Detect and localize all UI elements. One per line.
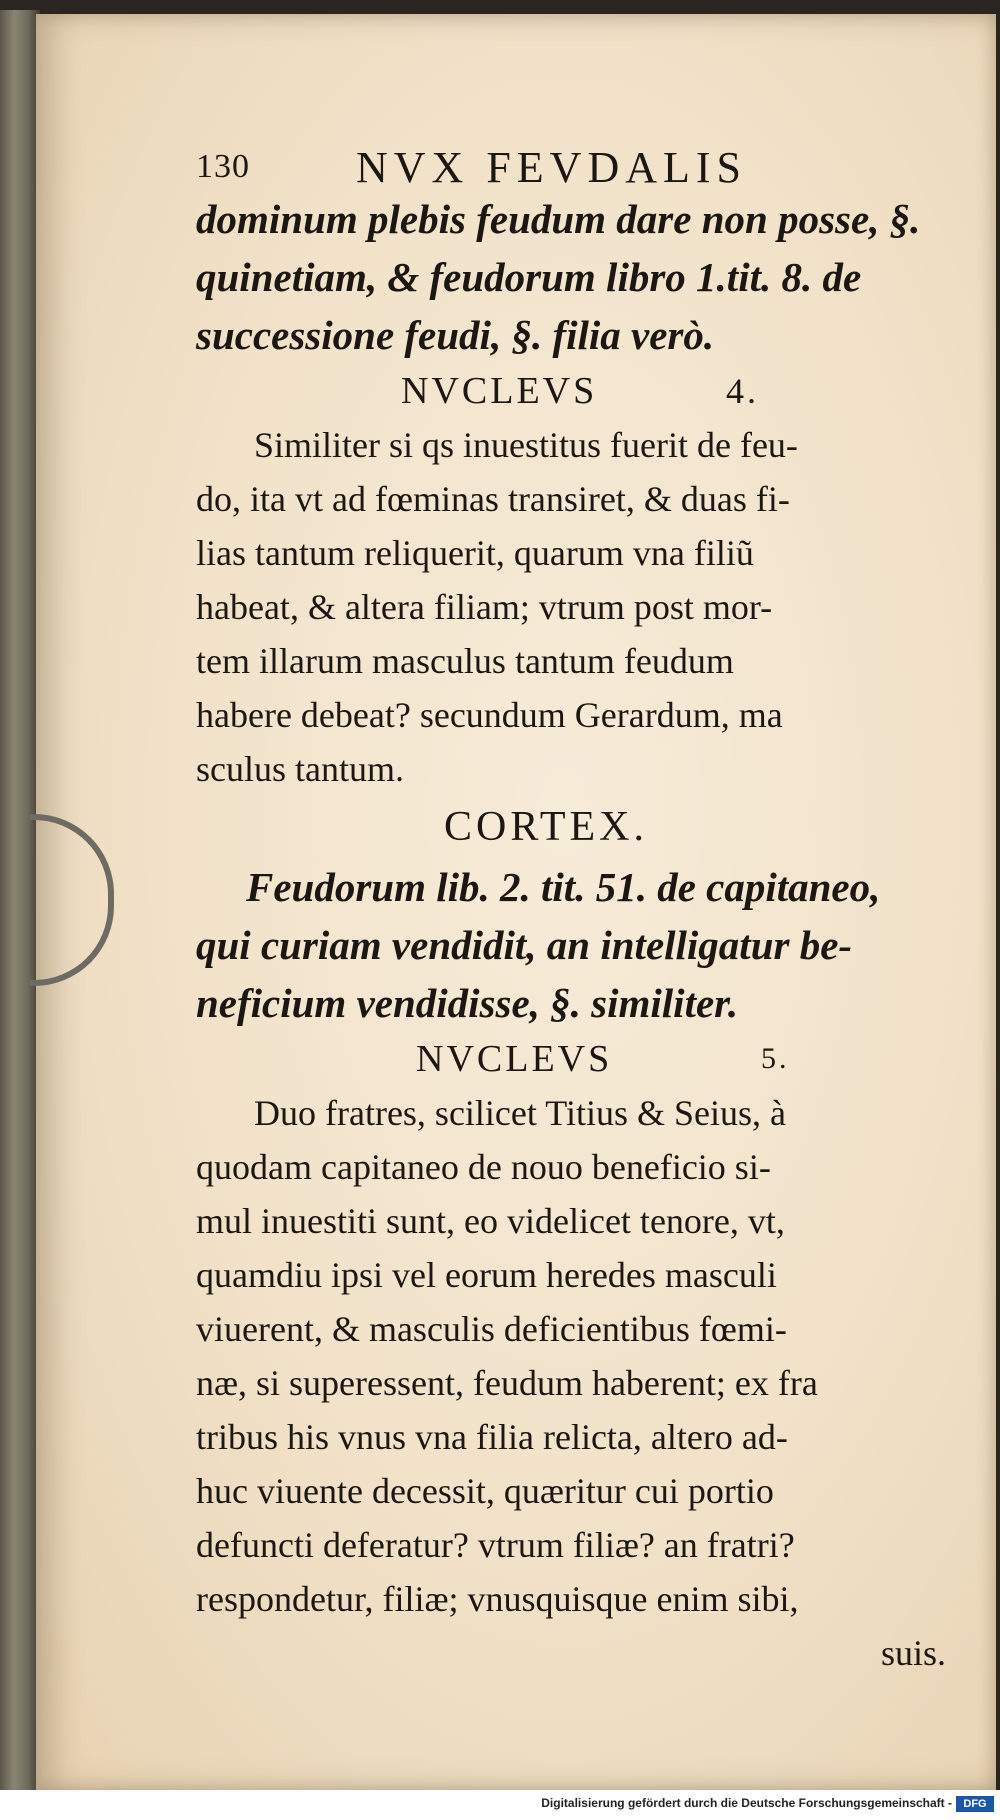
digitization-footer (0, 1790, 1000, 1820)
text-line: Duo fratres, scilicet Titius & Seius, à (254, 1093, 786, 1133)
text-line: respondetur, filiæ; vnusquisque enim sibi, (196, 1579, 799, 1619)
text-line: defuncti deferatur? vtrum filiæ? an fratri? (196, 1525, 795, 1565)
text-line: mul inuestiti sunt, eo videlicet tenore, vt, (196, 1201, 785, 1241)
text-line: habeat, & altera filiam; vtrum post mor- (196, 587, 773, 627)
nucleus-heading-5 (196, 1032, 986, 1086)
catchword: suis. (880, 1633, 946, 1673)
text-line: do, ita vt ad fœminas transiret, & duas fi- (196, 479, 790, 519)
text-line: tribus his vnus vna filia relicta, altero ad- (196, 1417, 788, 1457)
dfg-logo: DFG (956, 1796, 994, 1812)
text-line: lias tantum reliquerit, quarum vna filiũ (196, 533, 754, 573)
heading-number: 4. (726, 371, 759, 411)
text-line: Feudorum lib. 2. tit. 51. de capitaneo, (246, 864, 881, 910)
text-line: viuerent, & masculis deficientibus fœmi- (196, 1309, 787, 1349)
page-header (196, 128, 986, 190)
text-line: neficium vendidisse, §. similiter. (196, 980, 739, 1026)
text-line: sculus tantum. (196, 749, 404, 789)
text-line: dominum plebis feudum dare non posse, §. (196, 196, 921, 242)
text-line: quamdiu ipsi vel eorum heredes masculi (196, 1255, 777, 1295)
text-line: næ, si superessent, feudum haberent; ex fra (196, 1363, 818, 1403)
text-line: quinetiam, & feudorum libro 1.tit. 8. de (196, 254, 862, 300)
text-line: successione feudi, §. filia verò. (196, 312, 715, 358)
heading-word: NVCLEVS (401, 370, 598, 412)
paragraph-2 (196, 418, 986, 796)
heading-number: 5. (761, 1042, 790, 1075)
text-block (196, 128, 986, 1680)
page-number: 130 (196, 148, 250, 185)
paragraph-3 (196, 858, 986, 1032)
text-line: tem illarum masculus tantum feudum (196, 641, 734, 681)
text-line: huc viuente decessit, quæritur cui portio (196, 1471, 774, 1511)
digitization-credit: Digitalisierung gefördert durch die Deutsche Forschungsgemeinschaft - (541, 1796, 952, 1810)
text-line: qui curiam vendidit, an intelligatur be- (196, 922, 853, 968)
text-line: Similiter si qs inuestitus fuerit de feu- (254, 425, 798, 465)
running-title: NVX FEVDALIS (356, 143, 747, 192)
text-line: quodam capitaneo de nouo beneficio si- (196, 1147, 771, 1187)
heading-word: NVCLEVS (416, 1038, 613, 1080)
page-clip (30, 814, 114, 986)
text-line: habere debeat? secundum Gerardum, ma (196, 695, 783, 735)
paragraph-4 (196, 1086, 986, 1680)
paragraph-1 (196, 190, 986, 364)
cortex-heading: CORTEX. (444, 804, 648, 850)
nucleus-heading-4 (196, 364, 986, 418)
